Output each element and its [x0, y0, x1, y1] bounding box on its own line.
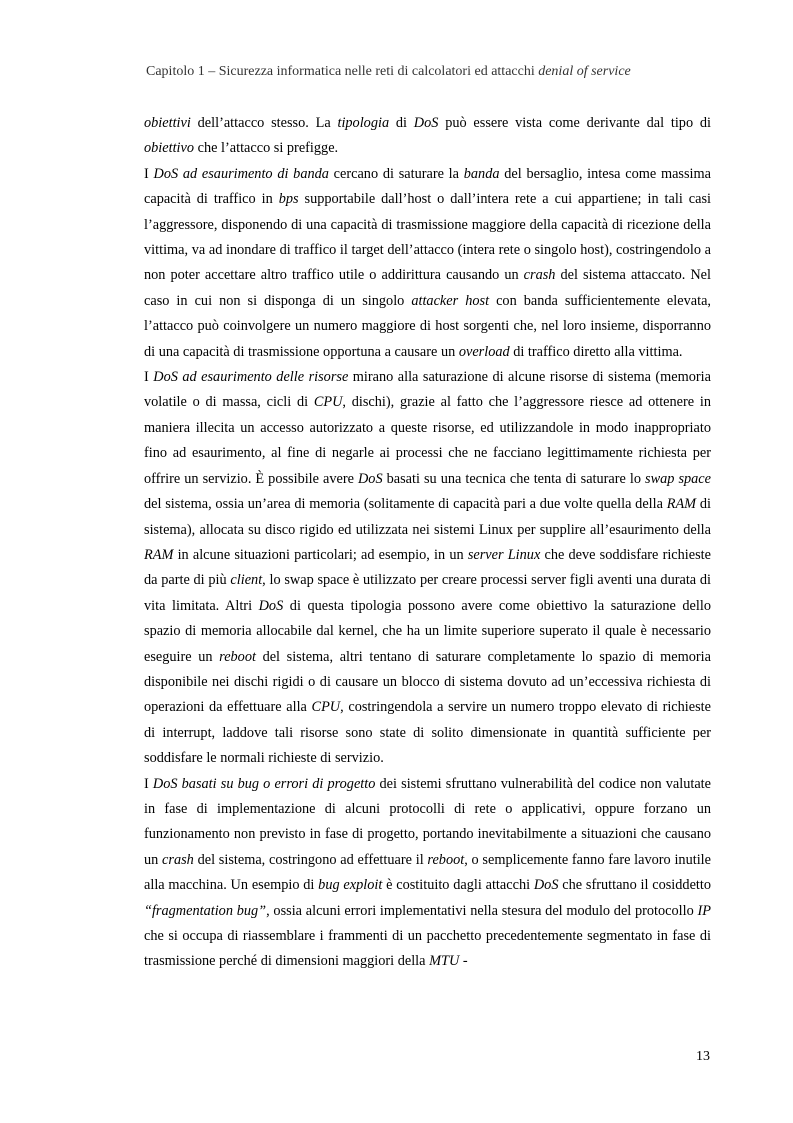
text-run: di sistema), allocata su disco rigido ed utilizzata nei sistemi Linux per supplire all’esaurimento della — [144, 496, 711, 538]
text-run: del bersaglio, intesa come massima capacità di traffico in — [144, 165, 711, 208]
italic-term: swap space — [645, 470, 711, 487]
text-run: cercano di saturare la — [328, 165, 464, 182]
text-run: I — [144, 369, 154, 386]
text-run: mirano alla saturazione di alcune risorse di sistema (memoria volatile o di massa, cicli di — [144, 369, 711, 411]
italic-term: obiettivi — [144, 115, 191, 131]
italic-term: client — [230, 572, 263, 589]
italic-term: bps — [278, 191, 299, 208]
italic-term: DoS — [533, 877, 559, 894]
text-run: di — [389, 115, 414, 131]
text-run: I — [144, 775, 153, 792]
text-run: è costituito dagli attacchi — [382, 877, 534, 894]
text-run: di traffico diretto alla vittima. — [509, 343, 683, 360]
text-run: , ossia alcuni errori implementativi nella stesura del modulo del protocollo — [266, 902, 698, 919]
italic-term: bug exploit — [318, 877, 383, 894]
italic-term: reboot — [219, 648, 256, 665]
italic-term: DoS — [413, 115, 439, 131]
text-run: in alcune situazioni particolari; ad esempio, in un — [173, 546, 468, 563]
text-run: - — [459, 953, 468, 970]
text-run: , lo swap space è utilizzato per creare processi server figli aventi una durata di vita limitata. Altri — [144, 572, 711, 614]
paragraph — [144, 365, 711, 772]
text-run: può essere vista come derivante dal tipo di — [438, 115, 711, 131]
italic-term: crash — [523, 267, 556, 284]
italic-term: attacker host — [411, 292, 490, 309]
italic-term: DoS — [258, 597, 284, 614]
body-text — [144, 111, 711, 975]
paragraph — [144, 162, 711, 365]
text-run: basati su una tecnica che tenta di saturare lo — [382, 470, 646, 487]
text-run: che sfruttano il cosiddetto — [558, 877, 712, 894]
italic-term: IP — [697, 902, 712, 919]
italic-term: crash — [162, 851, 194, 868]
paragraph — [144, 772, 711, 975]
text-run: che deve soddisfare richieste da parte di più — [144, 546, 712, 589]
text-run: I — [144, 165, 154, 182]
italic-term: DoS — [357, 470, 383, 487]
page-number: 13 — [696, 1049, 710, 1064]
text-run: , dischi), grazie al fatto che l’aggressore riesce ad ottenere in maniera illecita un accesso autorizzato a queste risorse, ed utilizzandole in modo inappropriato fino ad esaurimento, al fine di negarle ai processi che ne facciano legittimamente richiesta per offrire un servizio. È possibile avere — [144, 394, 711, 487]
text-run: , o semplicemente fanno fare lavoro inutile alla macchina. Un esempio di — [144, 851, 711, 894]
italic-term: CPU — [311, 699, 341, 716]
text-run: , costringendola a servire un numero troppo elevato di richieste di interrupt, laddove tali risorse sono state di solito dimensionate in quantità sufficiente per soddisfare le normali richieste di servizio. — [144, 699, 712, 767]
italic-term: overload — [458, 343, 510, 360]
text-run: che l’attacco si prefigge. — [194, 140, 339, 157]
italic-term: DoS ad esaurimento delle risorse — [153, 369, 349, 386]
text-run: dei sistemi sfruttano vulnerabilità del codice non valutate in fase di implementazione di alcuni protocolli di rete o applicativi, oppure forzano un funzionamento non previsto in fase di progetto, portando inevitabilmente a situazioni che causano un — [144, 775, 711, 868]
italic-term: MTU — [429, 953, 460, 970]
running-header — [146, 64, 676, 80]
text-run: di questa tipologia possono avere come obiettivo la saturazione dello spazio di memoria allocabile dal kernel, che ha un limite superiore superato il quale è necessario eseguire un — [144, 597, 711, 665]
text-run: del sistema attaccato. Nel caso in cui non si disponga di un singolo — [144, 267, 711, 309]
italic-term: DoS ad esaurimento di banda — [153, 165, 329, 182]
text-run: del sistema, ossia un’area di memoria (solitamente di capacità pari a due volte quella della — [144, 496, 667, 513]
text-run: del sistema, costringono ad effettuare il — [193, 851, 428, 868]
text-run: supportabile dall’host o dall’intera rete a cui appartiene; in tali casi l’aggressore, disponendo di una capacità di trasmissione maggiore della capacità di ricezione della vittima, va ad inondare di traffico il target dell’attacco (intera rete o singolo host), costringendolo a non poter accettare altro traffico utile o addirittura causando un — [144, 191, 711, 284]
header-title: Capitolo 1 – Sicurezza informatica nelle reti di calcolatori ed attacchi — [146, 64, 539, 79]
italic-term: banda — [463, 165, 500, 182]
italic-term: RAM — [666, 496, 697, 513]
italic-term: DoS basati su bug o errori di progetto — [152, 775, 376, 792]
paragraph — [144, 111, 711, 162]
italic-term: CPU — [313, 394, 343, 411]
text-run: con banda sufficientemente elevata, l’attacco può coinvolgere un numero maggiore di host sorgenti che, nel loro insieme, disporranno di una capacità di trasmissione opportuna a causare un — [144, 292, 711, 360]
italic-term: reboot — [427, 851, 465, 868]
text-run: del sistema, altri tentano di saturare completamente lo spazio di memoria disponibile nei dischi rigidi o di causare un blocco di sistema dovuto ad un’eccessiva richiesta di operazioni da effettuare alla — [144, 648, 711, 716]
italic-term: “fragmentation bug” — [144, 902, 267, 919]
italic-term: RAM — [144, 546, 174, 563]
italic-term: obiettivo — [144, 140, 195, 157]
text-run: dell’attacco stesso. La — [190, 115, 338, 131]
italic-term: server Linux — [467, 546, 541, 563]
italic-term: tipologia — [337, 115, 390, 131]
header-title-italic: denial of service — [538, 64, 631, 79]
text-run: che si occupa di riassemblare i frammenti di un pacchetto precedentemente segmentato in fase di trasmissione perché di dimensioni maggiori della — [144, 928, 711, 970]
